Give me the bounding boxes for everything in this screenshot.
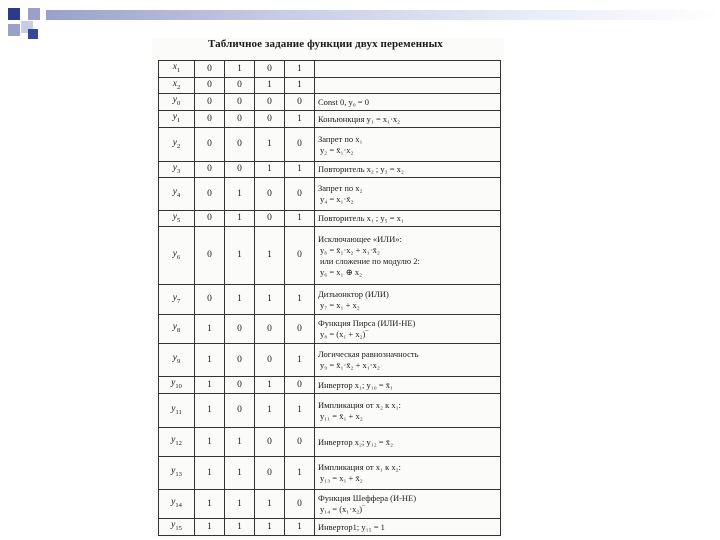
bit-cell: 1 [225,519,255,536]
row-variable [159,94,195,111]
bit-cell: 0 [225,78,255,94]
function-description [315,428,501,457]
table-row [159,490,501,519]
bit-cell: 0 [255,111,285,128]
bit-cell: 0 [225,162,255,178]
function-description [315,128,501,162]
row-variable [159,61,195,78]
deco-square-2 [28,8,40,20]
function-description [315,315,501,344]
bit-cell: 0 [255,211,285,227]
variable-name: y [172,95,177,106]
variable-index: 4 [176,191,181,199]
table-row [159,428,501,457]
variable-name: y [172,137,177,148]
function-description [315,78,501,94]
variable-name: y [172,322,177,333]
row-variable [159,78,195,94]
function-name: Импликация от x₁ к x₂: [318,462,401,472]
bit-cell: 1 [255,490,285,519]
function-name: Логическая равнозначность [318,349,419,359]
variable-index: 6 [176,253,181,261]
variable-index: 12 [175,439,182,447]
function-description [315,94,501,111]
bit-cell: 1 [255,78,285,94]
bit-cell: 0 [195,78,225,94]
function-name: Дизъюнктор (ИЛИ) [318,288,389,299]
function-formula: y₉ = x̄₁·x̄₂ + x₁·x₂ [320,360,380,370]
table-row [159,519,501,536]
row-variable [159,128,195,162]
variable-name: y [171,520,176,531]
variable-index: 0 [176,99,181,107]
bit-cell: 1 [225,227,255,285]
function-description [315,285,501,315]
function-description [315,162,501,178]
variable-name: y [172,353,177,364]
bit-cell: 1 [285,285,315,315]
function-description [315,211,501,227]
table-row [159,315,501,344]
bit-cell: 0 [225,394,255,428]
table-row [159,128,501,162]
bit-cell: 0 [225,377,255,394]
bit-cell: 1 [195,457,225,490]
bit-cell: 1 [255,377,285,394]
bit-cell: 1 [285,162,315,178]
variable-name: y [172,211,177,222]
bit-cell: 1 [285,344,315,377]
function-description [315,457,501,490]
row-variable [159,490,195,519]
bit-cell: 0 [225,344,255,377]
bit-cell: 1 [255,227,285,285]
variable-name: y [172,292,177,303]
bit-cell: 1 [225,61,255,78]
variable-index: 13 [175,470,182,478]
function-name: Конъюнкция y₁ = x₁·x₂ [318,113,401,124]
bit-cell: 1 [195,377,225,394]
function-description [315,178,501,211]
variable-index: 3 [176,167,181,175]
bit-cell: 1 [255,162,285,178]
function-formula: y₇ = x₁ + x₂ [320,299,360,310]
bit-cell: 1 [195,315,225,344]
variable-index: 1 [176,66,181,74]
bit-cell: 0 [285,428,315,457]
function-name: Повторитель x₁ ; y₅ = x₁ [318,213,404,223]
bit-cell: 1 [195,428,225,457]
bit-cell: 0 [255,94,285,111]
table-row [159,394,501,428]
variable-name: y [172,248,177,259]
function-name: Исключающее «ИЛИ»: [318,233,402,244]
bit-cell: 0 [285,94,315,111]
bit-cell: 0 [195,285,225,315]
deco-square-1 [8,8,20,20]
table-row [159,457,501,490]
table-row [159,162,501,178]
bit-cell: 1 [225,428,255,457]
bit-cell: 1 [255,519,285,536]
bit-cell: 0 [195,227,225,285]
function-description [315,344,501,377]
function-description [315,519,501,536]
bit-cell: 0 [285,315,315,344]
bit-cell: 0 [255,428,285,457]
variable-index: 10 [175,382,182,390]
function-name: Инвертор x₁; y₁₀ = x̄₁ [318,379,393,390]
bit-cell: 0 [195,162,225,178]
row-variable [159,111,195,128]
bit-cell: 1 [195,394,225,428]
function-name: Функция Пирса (ИЛИ-НЕ) [318,318,416,328]
bit-cell: 1 [225,490,255,519]
bit-cell: 1 [225,457,255,490]
bit-cell: 0 [195,61,225,78]
row-variable [159,519,195,536]
bit-cell: 0 [195,94,225,111]
function-formula: y₁₃ = x₁ + x̄₂ [320,473,363,483]
function-name: Импликация от x₂ к x₁: [318,399,401,410]
variable-index: 2 [176,142,181,150]
function-formula: y₄ = x₁·x̄₂ [320,194,354,204]
variable-index: 2 [176,83,181,91]
bit-cell: 1 [285,78,315,94]
variable-name: x [172,62,177,73]
bit-cell: 1 [225,211,255,227]
bit-cell: 1 [285,519,315,536]
variable-index: 14 [175,501,182,509]
row-variable [159,227,195,285]
function-description [315,490,501,519]
row-variable [159,394,195,428]
table-row [159,111,501,128]
row-variable [159,457,195,490]
function-formula: y₂ = x̄₁·x₂ [320,144,354,155]
table-row [159,61,501,78]
function-formula: y₆ = x₁ ⊕ x₂ [320,266,363,277]
table-row [159,227,501,285]
row-variable [159,211,195,227]
variable-index: 1 [176,116,181,124]
bit-cell: 0 [255,344,285,377]
function-formula: y₆ = x̄₁·x₂ + x₁·x̄₂ [320,244,380,255]
row-variable [159,377,195,394]
bit-cell: 0 [225,111,255,128]
function-description [315,227,501,285]
function-name: Функция Шеффера (И-НЕ) [318,493,417,503]
function-description [315,377,501,394]
function-name: Инвертор x₂; y₁₂ = x̄₂ [318,436,393,447]
header-band [46,10,720,20]
bit-cell: 0 [285,377,315,394]
function-description [315,61,501,78]
bit-cell: 0 [225,315,255,344]
table-row [159,377,501,394]
variable-name: y [171,435,176,446]
row-variable [159,285,195,315]
bit-cell: 0 [285,178,315,211]
function-formula: y₈ = (x₁ + x₂)‾ [320,329,369,339]
bit-cell: 1 [285,457,315,490]
bit-cell: 1 [285,394,315,428]
bit-cell: 1 [285,61,315,78]
bit-cell: 0 [195,128,225,162]
variable-index: 8 [176,326,181,334]
bit-cell: 0 [285,490,315,519]
bit-cell: 1 [225,178,255,211]
variable-name: y [171,403,176,414]
row-variable [159,162,195,178]
variable-name: x [172,78,177,89]
bit-cell: 1 [195,490,225,519]
function-formula: y₁₄ = (x₁·x₂)‾ [320,504,365,514]
deco-square-5 [28,29,38,39]
truth-table [158,60,501,536]
table-row [159,178,501,211]
bit-cell: 1 [225,285,255,315]
row-variable [159,428,195,457]
function-formula: или сложение по модулю 2: [320,255,420,266]
row-variable [159,344,195,377]
bit-cell: 1 [255,128,285,162]
bit-cell: 0 [255,61,285,78]
variable-name: y [171,497,176,508]
row-variable [159,178,195,211]
bit-cell: 1 [255,394,285,428]
deco-square-3 [8,24,20,36]
bit-cell: 0 [225,94,255,111]
page-title: Табличное задание функции двух переменных [208,38,443,50]
variable-index: 5 [176,216,181,224]
table-row [159,285,501,315]
variable-index: 15 [175,524,182,532]
bit-cell: 0 [225,128,255,162]
bit-cell: 1 [195,344,225,377]
bit-cell: 1 [285,111,315,128]
table-row [159,344,501,377]
bit-cell: 0 [255,315,285,344]
variable-name: y [171,466,176,477]
function-name: Инвертор1; y₁₅ = 1 [318,521,385,532]
function-name: Запрет по x₁ [318,133,363,144]
function-description [315,111,501,128]
bit-cell: 0 [255,457,285,490]
bit-cell: 1 [255,285,285,315]
variable-name: y [171,378,176,389]
function-name: Повторитель x₂ ; y₃ = x₂ [318,164,404,174]
bit-cell: 0 [195,111,225,128]
bit-cell: 1 [195,519,225,536]
bit-cell: 0 [195,178,225,211]
variable-name: y [172,112,177,123]
table-row [159,211,501,227]
table-row [159,78,501,94]
bit-cell: 0 [195,211,225,227]
row-variable [159,315,195,344]
bit-cell: 1 [285,211,315,227]
variable-index: 7 [176,297,181,305]
table-row [159,94,501,111]
bit-cell: 0 [285,227,315,285]
function-name: Запрет по x₂ [318,183,363,193]
function-description [315,394,501,428]
variable-index: 9 [176,357,181,365]
function-name: Const 0, y₀ = 0 [318,96,369,107]
variable-name: y [172,187,177,198]
variable-index: 11 [175,408,182,416]
bit-cell: 0 [255,178,285,211]
bit-cell: 0 [285,128,315,162]
function-formula: y₁₁ = x̄₁ + x₂ [320,410,363,421]
variable-name: y [172,162,177,173]
